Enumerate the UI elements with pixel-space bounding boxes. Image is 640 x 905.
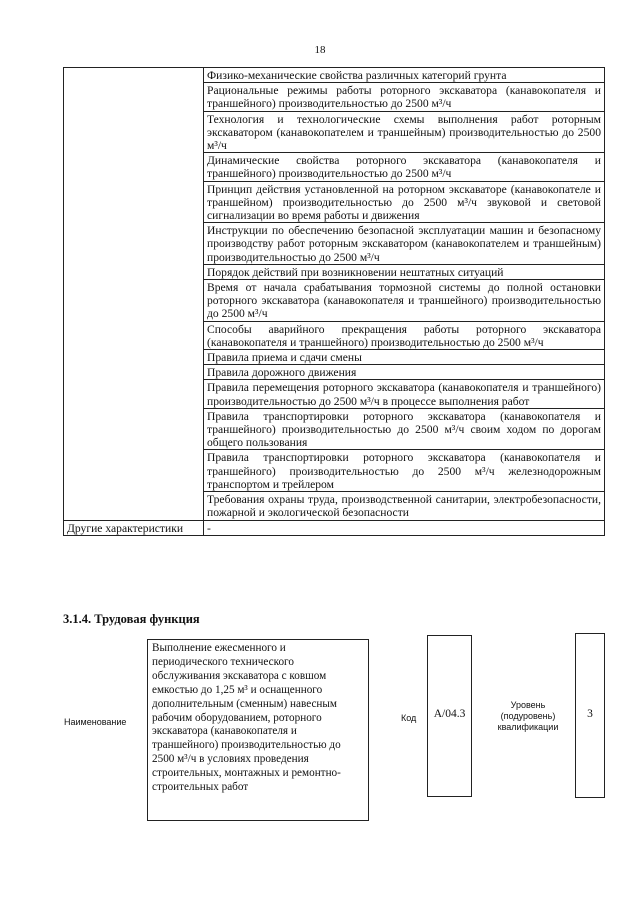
other-characteristics-row — [64, 520, 605, 535]
name-label: Наименование — [64, 717, 127, 727]
requirement-item: Правила транспортировки роторного экскаватора (канавокопателя и траншейного) производительностью до 2500 м³/ч своим ходом по дорогам общего пользования — [204, 408, 605, 450]
qualification-level-label: Уровень (подуровень) квалификации — [497, 700, 559, 732]
requirement-item: Правила приема и сдачи смены — [204, 350, 605, 365]
requirement-item: Способы аварийного прекращения работы роторного экскаватора (канавокопателя и траншейного) производительностью до 2500 м³/ч — [204, 321, 605, 349]
section-title: 3.1.4. Трудовая функция — [63, 612, 200, 626]
requirement-item: Требования охраны труда, производственной санитарии, электробезопасности, пожарной и экологической безопасности — [204, 492, 605, 520]
other-characteristics-value: - — [204, 520, 605, 535]
other-characteristics-label: Другие характеристики — [64, 520, 204, 535]
requirement-item: Рациональные режимы работы роторного экскаватора (канавокопателя и траншейного) производительностью до 2500 м³/ч — [204, 83, 605, 111]
requirement-item: Динамические свойства роторного экскаватора (канавокопателя и траншейного) производительностью до 2500 м³/ч — [204, 153, 605, 181]
requirement-item: Правила перемещения роторного экскаватора (канавокопателя и траншейного) производительностью до 2500 м³/ч в процессе выполнения работ — [204, 380, 605, 408]
requirement-item: Правила дорожного движения — [204, 365, 605, 380]
qualification-level-box: 3 — [575, 633, 605, 798]
table-row — [64, 68, 605, 83]
page-number: 18 — [314, 44, 326, 56]
code-value-box: А/04.3 — [427, 635, 472, 797]
requirement-item: Физико-механические свойства различных категорий грунта — [204, 68, 605, 83]
code-label: Код — [401, 713, 417, 723]
empty-label-cell — [64, 68, 204, 521]
requirements-table — [63, 67, 605, 536]
requirement-item: Принцип действия установленной на роторном экскаваторе (канавокопателе и траншейном) производительностью до 2500 м³/ч звуковой и световой сигнализации во время работы и движения — [204, 181, 605, 223]
function-name-box: Выполнение ежесменного и периодического технического обслуживания экскаватора с ковшом емкостью до 1,25 м³ и оснащенного дополнительным (сменным) навесным рабочим оборудованием, роторного экскаватора (канавокопателя и траншейного) производительностью до 2500 м³/ч в условиях проведения строительных, монтажных и ремонтно-строительных работ — [147, 639, 369, 821]
requirement-item: Время от начала срабатывания тормозной системы до полной остановки роторного экскаватора (канавокопателя и траншейного) производительностью до 2500 м³/ч — [204, 280, 605, 322]
requirement-item: Порядок действий при возникновении нештатных ситуаций — [204, 264, 605, 279]
requirement-item: Правила транспортировки роторного экскаватора (канавокопателя и траншейного) производительностью до 2500 м³/ч железнодорожным транспортом и трейлером — [204, 450, 605, 492]
requirement-item: Инструкции по обеспечению безопасной эксплуатации машин и безопасному производству работ роторным экскаватором (канавокопателем и траншейным) производительностью до 2500 м³/ч — [204, 223, 605, 265]
requirement-item: Технология и технологические схемы выполнения работ роторным экскаватором (канавокопателем и траншейным) производительностью до 2500 м³/ч — [204, 111, 605, 153]
